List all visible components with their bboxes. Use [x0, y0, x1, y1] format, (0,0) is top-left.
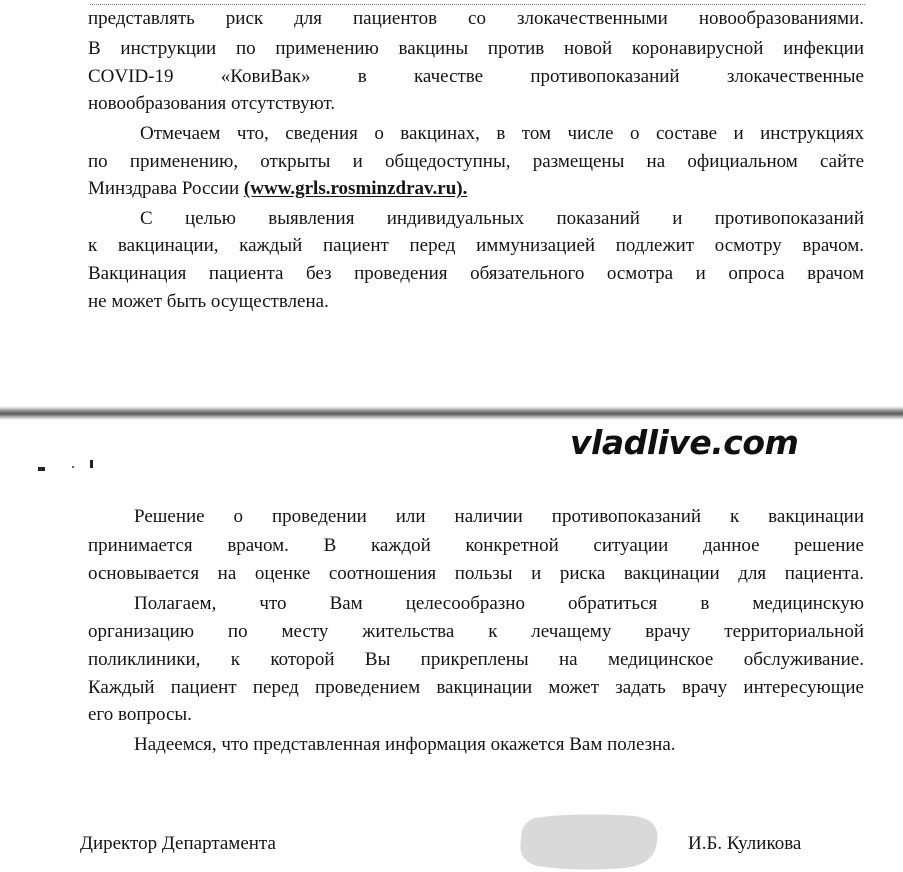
body-line: Вакцинация пациента без проведения обязательного осмотра и опроса врачом: [88, 263, 864, 284]
ministry-website-link[interactable]: (www.grls.rosminzdrav.ru).: [243, 178, 468, 199]
body-line: С целью выявления индивидуальных показаний и противопоказаний: [140, 208, 864, 229]
signatory-position: Директор Департамента: [80, 833, 276, 854]
site-watermark: vladlive.com: [570, 423, 799, 462]
page-separator: [0, 406, 903, 420]
signatory-name: И.Б. Куликова: [688, 833, 802, 854]
scan-specks: [36, 458, 106, 474]
letter-page-top: [0, 0, 903, 408]
body-line: основывается на оценке соотношения пользы и риска вакцинации для пациента.: [88, 563, 864, 584]
body-line-with-link: [88, 176, 864, 202]
body-line: не может быть осуществлена.: [88, 291, 329, 312]
body-line: поликлиники, к которой Вы прикреплены на медицинское обслуживание.: [88, 649, 864, 670]
redacted-signature: [515, 812, 663, 872]
body-line: принимается врачом. В каждой конкретной ситуации данное решение: [88, 535, 864, 556]
body-line: Решение о проведении или наличии противопоказаний к вакцинации: [134, 506, 864, 527]
body-line: новообразования отсутствуют.: [88, 93, 336, 114]
body-line: представлять риск для пациентов со злокачественными новообразованиями.: [88, 8, 864, 29]
body-line: Отмечаем что, сведения о вакцинах, в том числе о составе и инструкциях: [140, 123, 864, 144]
body-line: Надеемся, что представленная информация окажется Вам полезна.: [134, 734, 676, 755]
body-line: к вакцинации, каждый пациент перед иммунизацией подлежит осмотру врачом.: [88, 235, 864, 256]
body-line: Полагаем, что Вам целесообразно обратиться в медицинскую: [134, 593, 864, 614]
body-line: по применению, открыты и общедоступны, размещены на официальном сайте: [88, 151, 864, 172]
body-line: COVID-19 «КовиВак» в качестве противопоказаний злокачественные: [88, 66, 864, 87]
letter-page-bottom: [0, 420, 903, 863]
cropped-text-remnant: [90, 0, 865, 5]
body-text: Минздрава России: [88, 178, 240, 199]
body-line: В инструкции по применению вакцины против новой коронавирусной инфекции: [88, 38, 864, 59]
body-line: его вопросы.: [88, 704, 192, 725]
body-line: организацию по месту жительства к лечащему врачу территориальной: [88, 621, 864, 642]
body-line: Каждый пациент перед проведением вакцинации может задать врачу интересующие: [88, 677, 864, 698]
